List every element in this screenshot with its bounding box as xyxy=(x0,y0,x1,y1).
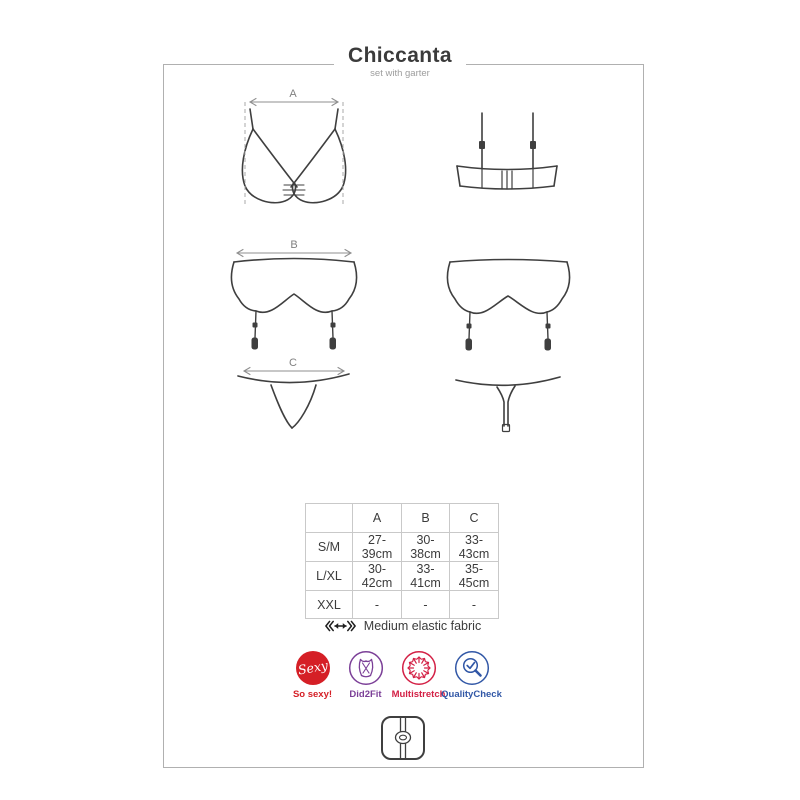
did2fit-icon xyxy=(348,650,384,686)
dimension-arrows xyxy=(237,99,351,375)
table-row xyxy=(306,562,499,591)
table-cell: 33-41cm xyxy=(402,562,450,591)
svg-text:Sexy: Sexy xyxy=(296,657,329,678)
stretch-arrows-icon xyxy=(325,619,356,633)
table-cell: 30-38cm xyxy=(402,533,450,562)
row-header: L/XL xyxy=(306,562,353,591)
table-cell: 27-39cm xyxy=(353,533,402,562)
corner-cell xyxy=(306,504,353,533)
measurement-label-c: C xyxy=(289,357,297,369)
feature-sexy xyxy=(290,650,336,700)
measurement-label-b: B xyxy=(290,239,298,251)
feature-multistretch xyxy=(391,650,446,700)
measurement-label-a: A xyxy=(289,88,297,100)
fabric-label: Medium elastic fabric xyxy=(363,619,482,633)
size-table xyxy=(305,503,499,619)
table-cell: - xyxy=(402,591,450,619)
brand-logo xyxy=(379,714,427,762)
table-row xyxy=(306,533,499,562)
garter-front-drawing xyxy=(231,259,356,350)
feature-label: Did2Fit xyxy=(349,689,382,700)
table-cell: - xyxy=(353,591,402,619)
page-title: Chiccanta xyxy=(348,44,452,67)
sexy-icon xyxy=(295,650,331,686)
bra-front-drawing xyxy=(242,109,345,203)
header xyxy=(0,44,800,81)
row-header: S/M xyxy=(306,533,353,562)
fabric-note xyxy=(163,619,643,633)
multistretch-icon xyxy=(401,650,437,686)
panty-front-drawing xyxy=(238,374,349,428)
garter-clip-icon xyxy=(379,714,427,762)
feature-label: So sexy! xyxy=(292,689,333,700)
page-subtitle: set with garter xyxy=(370,68,430,79)
column-header-a: A xyxy=(353,504,402,533)
feature-badges xyxy=(163,650,643,700)
table-cell: 35-45cm xyxy=(450,562,499,591)
table-row xyxy=(306,591,499,619)
table-cell: 30-42cm xyxy=(353,562,402,591)
feature-did2fit xyxy=(343,650,389,700)
table-cell: 33-43cm xyxy=(450,533,499,562)
feature-label: Multistretch xyxy=(391,689,446,700)
table-cell: - xyxy=(450,591,499,619)
thong-back-drawing xyxy=(456,377,560,432)
column-header-b: B xyxy=(402,504,450,533)
feature-label: QualityCheck xyxy=(441,689,502,700)
feature-qualitycheck xyxy=(441,650,502,700)
bra-back-drawing xyxy=(457,113,557,189)
column-header-c: C xyxy=(450,504,499,533)
row-header: XXL xyxy=(306,591,353,619)
qualitycheck-icon xyxy=(454,650,490,686)
garter-back-drawing xyxy=(447,260,569,351)
